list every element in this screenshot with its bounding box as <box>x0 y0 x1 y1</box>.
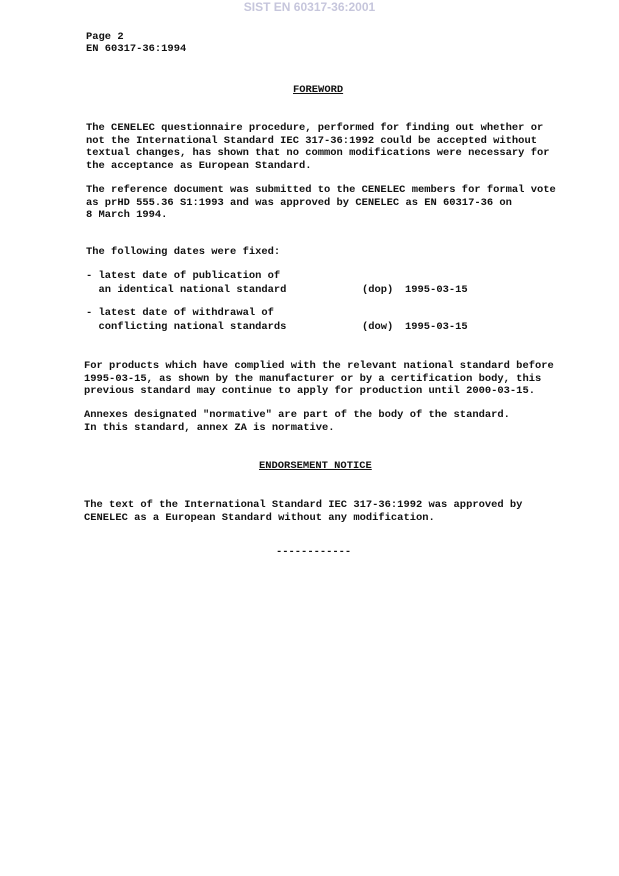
foreword-heading: FOREWORD <box>293 84 344 96</box>
paragraph-line: The CENELEC questionnaire procedure, performed for finding out whether or <box>86 122 544 134</box>
paragraph-line: The reference document was submitted to the CENELEC members for formal vote <box>86 184 556 196</box>
date-code: (dop) <box>362 284 394 296</box>
date-item-label: - latest date of publication of <box>86 270 281 282</box>
date-item-label: conflicting national standards <box>86 321 287 333</box>
paragraph-line: textual changes, has shown that no common modifications were necessary for <box>86 147 550 159</box>
document-id: EN 60317-36:1994 <box>86 43 187 55</box>
date-code: (dow) <box>362 321 394 333</box>
paragraph-line: not the International Standard IEC 317-36:1992 could be accepted without <box>86 135 537 147</box>
end-rule: ------------ <box>276 546 352 558</box>
date-item-label: an identical national standard <box>86 284 287 296</box>
paragraph-line: 8 March 1994. <box>86 209 168 221</box>
paragraph-line: 1995-03-15, as shown by the manufacturer or by a certification body, this <box>84 373 542 385</box>
endorsement-heading: ENDORSEMENT NOTICE <box>259 460 372 472</box>
paragraph-line: CENELEC as a European Standard without any modification. <box>84 512 435 524</box>
paragraph-line: The text of the International Standard IEC 317-36:1992 was approved by <box>84 499 523 511</box>
paragraph-line: Annexes designated "normative" are part of the body of the standard. <box>84 409 510 421</box>
date-value: 1995-03-15 <box>405 284 468 296</box>
date-value: 1995-03-15 <box>405 321 468 333</box>
date-item-label: - latest date of withdrawal of <box>86 307 274 319</box>
paragraph-line: the acceptance as European Standard. <box>86 160 312 172</box>
paragraph-line: as prHD 555.36 S1:1993 and was approved by CENELEC as EN 60317-36 on <box>86 197 512 209</box>
paragraph-line: In this standard, annex ZA is normative. <box>84 422 335 434</box>
paragraph-line: previous standard may continue to apply for production until 2000-03-15. <box>84 385 535 397</box>
paragraph-line: For products which have complied with the relevant national standard before <box>84 360 554 372</box>
dates-intro: The following dates were fixed: <box>86 246 281 258</box>
page-number: Page 2 <box>86 31 124 43</box>
watermark: SIST EN 60317-36:2001 <box>243 0 376 14</box>
